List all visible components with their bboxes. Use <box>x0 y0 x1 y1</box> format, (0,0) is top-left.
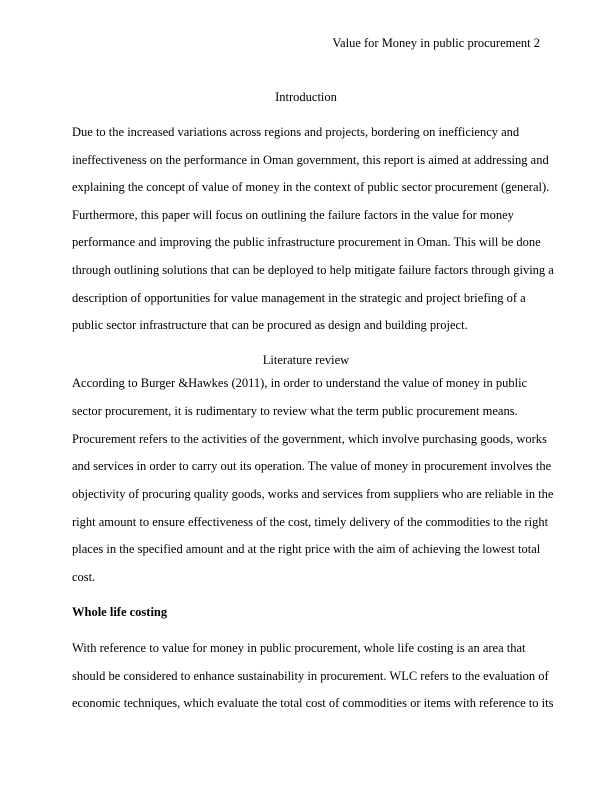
literature-review-line-7: places in the specified amount and at the right price with the aim of achieving the lowest total <box>72 542 541 556</box>
literature-review-heading: Literature review <box>262 353 350 367</box>
literature-review-line-4: and services in order to carry out its operation. The value of money in procurement involves the <box>72 459 552 473</box>
literature-review-line-6: right amount to ensure effectiveness of the cost, timely delivery of the commodities to the right <box>72 515 549 529</box>
whole-life-costing-line-3: economic techniques, which evaluate the total cost of commodities or items with reference to its <box>72 696 554 710</box>
introduction-line-2: ineffectiveness on the performance in Oman government, this report is aimed at addressing and <box>72 153 549 167</box>
literature-review-line-5: objectivity of procuring quality goods, works and services from suppliers who are reliable in the <box>72 487 554 501</box>
introduction-line-3: explaining the concept of value of money in the context of public sector procurement (general). <box>72 180 550 194</box>
literature-review-line-2: sector procurement, it is rudimentary to review what the term public procurement means. <box>72 404 518 418</box>
running-head: Value for Money in public procurement 2 <box>332 36 540 50</box>
literature-review-line-1: According to Burger &Hawkes (2011), in order to understand the value of money in public <box>72 376 528 390</box>
introduction-line-6: through outlining solutions that can be deployed to help mitigate failure factors through giving a <box>72 263 554 277</box>
introduction-line-4: Furthermore, this paper will focus on outlining the failure factors in the value for money <box>72 208 514 222</box>
introduction-line-8: public sector infrastructure that can be procured as design and building project. <box>72 318 468 332</box>
whole-life-costing-heading: Whole life costing <box>72 605 168 619</box>
introduction-line-1: Due to the increased variations across regions and projects, bordering on inefficiency and <box>72 125 520 139</box>
introduction-line-5: performance and improving the public infrastructure procurement in Oman. This will be done <box>72 235 541 249</box>
literature-review-line-8: cost. <box>72 570 96 584</box>
introduction-line-7: description of opportunities for value management in the strategic and project briefing of a <box>72 291 526 305</box>
whole-life-costing-line-2: should be considered to enhance sustainability in procurement. WLC refers to the evaluation of <box>72 669 549 683</box>
literature-review-line-3: Procurement refers to the activities of the government, which involve purchasing goods, works <box>72 432 547 446</box>
introduction-heading: Introduction <box>275 90 337 104</box>
whole-life-costing-line-1: With reference to value for money in public procurement, whole life costing is an area that <box>72 641 526 655</box>
